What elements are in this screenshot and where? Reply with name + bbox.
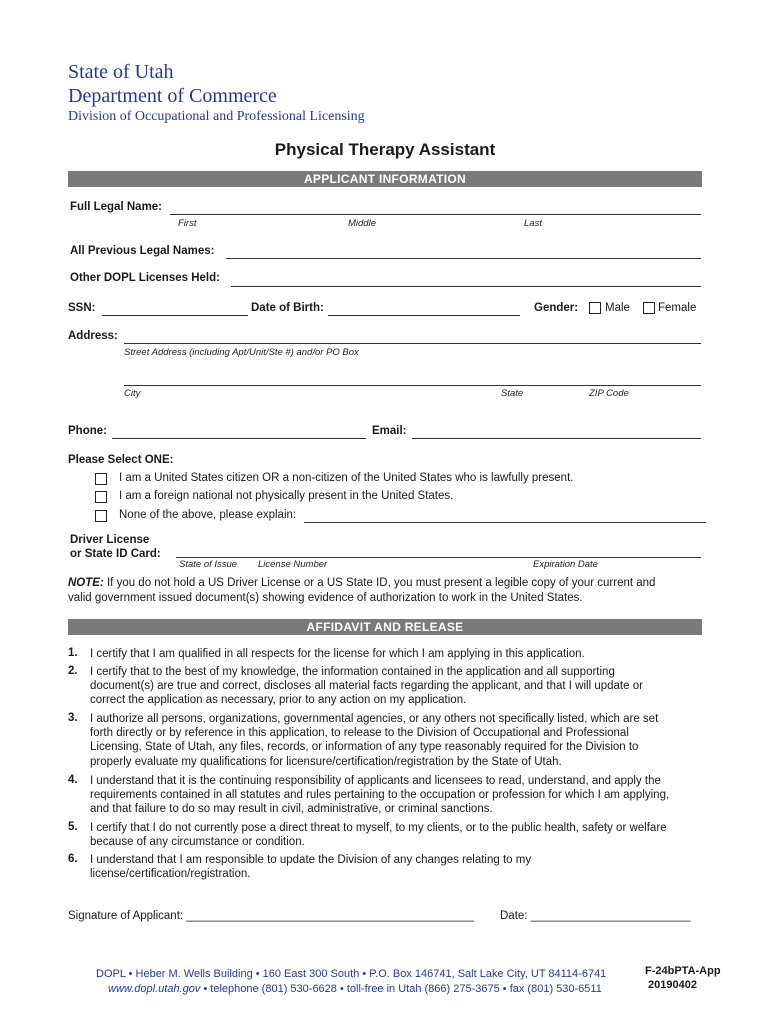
address-label: Address: — [68, 330, 118, 342]
ssn-field[interactable] — [102, 315, 248, 316]
affidavit-item-4-line: I understand that it is the continuing responsibility of applicants and licensees to read, understand, and apply the — [90, 775, 661, 787]
affidavit-item-3-line: forth directly or by reference in this application, to release to the Division of Occupational and Professional — [90, 727, 629, 740]
affidavit-item-5-number: 5. — [68, 821, 78, 833]
affidavit-item-4-line: requirements contained in all statutes and rules pertaining to the occupation or profession for which I am applying, — [90, 789, 670, 802]
phone-field[interactable] — [112, 438, 366, 439]
affidavit-item-3-number: 3. — [68, 712, 78, 724]
city-hint: City — [124, 388, 141, 399]
note-label: NOTE: — [68, 577, 104, 589]
select-one-label: Please Select ONE: — [68, 454, 174, 466]
form-title: Physical Therapy Assistant — [274, 140, 496, 159]
affidavit-item-2-line: document(s) are true and correct, discloses all material facts regarding the applicant, and that I will update or — [90, 680, 643, 693]
signature-field[interactable]: Signature of Applicant: _____________________________________________ — [68, 910, 475, 922]
affidavit-release-bar: AFFIDAVIT AND RELEASE — [68, 619, 702, 635]
affidavit-item-2-number: 2. — [68, 665, 78, 677]
previous-names-field[interactable] — [226, 258, 701, 259]
state-hint: State — [501, 388, 524, 399]
full-legal-name-field[interactable] — [170, 214, 701, 215]
state-title: State of Utah — [68, 61, 174, 83]
note-line-1 — [68, 577, 708, 589]
applicant-information-bar: APPLICANT INFORMATION — [68, 171, 702, 187]
phone-label: Phone: — [68, 425, 107, 437]
affidavit-item-5-line: I certify that I do not currently pose a direct threat to myself, to my clients, or to the public health, safety or welfare — [90, 822, 667, 834]
full-legal-name-label: Full Legal Name: — [70, 201, 163, 213]
state-id-label: or State ID Card: — [70, 548, 161, 560]
note-line-2: valid government issued document(s) showing evidence of authorization to work in the United States. — [68, 592, 583, 604]
dl-number-hint: License Number — [258, 559, 328, 570]
dl-expiration-hint: Expiration Date — [533, 559, 598, 570]
affidavit-item-6-number: 6. — [68, 853, 78, 865]
department-title: Department of Commerce — [68, 85, 277, 107]
ssn-label: SSN: — [68, 302, 96, 314]
citizen-checkbox[interactable] — [95, 473, 107, 485]
affidavit-item-1-number: 1. — [68, 647, 78, 659]
street-address-field[interactable] — [124, 343, 701, 344]
driver-license-label: Driver License — [70, 534, 150, 546]
email-field[interactable] — [412, 438, 701, 439]
city-state-zip-field[interactable] — [124, 385, 701, 386]
middle-name-hint: Middle — [348, 218, 376, 229]
dob-label: Date of Birth: — [251, 302, 324, 314]
gender-label: Gender: — [534, 302, 579, 314]
citizen-option-label: I am a United States citizen OR a non-citizen of the United States who is lawfully present. — [119, 472, 574, 484]
none-of-above-option-label: None of the above, please explain: — [119, 509, 297, 521]
affidavit-item-5-line: because of any circumstance or condition. — [90, 836, 305, 849]
first-name-hint: First — [178, 218, 197, 229]
explain-field[interactable] — [304, 522, 706, 523]
signature-date-field[interactable]: Date: _________________________ — [500, 910, 691, 922]
affidavit-item-2 — [90, 665, 702, 708]
footer-phone-fax: • telephone (801) 530-6628 • toll-free in Utah (866) 275-3675 • fax (801) 530-6511 — [200, 983, 602, 995]
form-date: 20190402 — [648, 979, 697, 991]
affidavit-item-2-line: correct the application as necessary, prior to any action on my application. — [90, 694, 467, 707]
dob-field[interactable] — [328, 315, 520, 316]
other-licenses-label: Other DOPL Licenses Held: — [70, 272, 220, 284]
foreign-national-checkbox[interactable] — [95, 491, 107, 503]
zip-hint: ZIP Code — [589, 388, 629, 399]
previous-names-label: All Previous Legal Names: — [70, 245, 215, 257]
gender-female-label: Female — [658, 302, 697, 314]
affidavit-item-3-line: I authorize all persons, organizations, governmental agencies, or any others not specifically listed, which are set — [90, 713, 659, 725]
foreign-national-option-label: I am a foreign national not physically present in the United States. — [119, 490, 454, 502]
affidavit-item-6-line: license/certification/registration. — [90, 868, 251, 881]
form-code: F-24bPTA-App — [645, 965, 721, 977]
other-licenses-field[interactable] — [231, 286, 701, 287]
affidavit-item-3-line: Licensing, State of Utah, any files, records, or information of any type reasonably required for the Division to — [90, 741, 639, 754]
none-of-above-checkbox[interactable] — [95, 510, 107, 522]
email-label: Email: — [372, 425, 407, 437]
affidavit-item-6-line: I understand that I am responsible to update the Division of any changes relating to my — [90, 854, 532, 866]
affidavit-item-4 — [90, 774, 702, 817]
affidavit-item-3-line: properly evaluate my qualifications for licensure/certification/registration by the State of Utah. — [90, 755, 562, 768]
affidavit-item-4-number: 4. — [68, 774, 78, 786]
note-text-1: If you do not hold a US Driver License or a US State ID, you must present a legible copy of your current and — [106, 577, 656, 589]
footer-contact — [108, 983, 602, 995]
footer-address: DOPL • Heber M. Wells Building • 160 East 300 South • P.O. Box 146741, Salt Lake City, UT 84114-6741 — [96, 968, 607, 980]
street-address-hint: Street Address (including Apt/Unit/Ste #) and/or PO Box — [124, 347, 359, 358]
affidavit-item-1-line: I certify that I am qualified in all respects for the license for which I am applying in this application. — [90, 648, 585, 660]
affidavit-item-3 — [90, 712, 702, 769]
gender-male-label: Male — [605, 302, 630, 314]
driver-license-field[interactable] — [176, 557, 701, 558]
gender-male-checkbox[interactable] — [589, 302, 601, 314]
last-name-hint: Last — [524, 218, 542, 229]
gender-female-checkbox[interactable] — [643, 302, 655, 314]
affidavit-item-5 — [90, 821, 702, 849]
affidavit-item-1 — [90, 647, 702, 661]
affidavit-item-4-line: and that failure to do so may result in civil, administrative, or criminal sanctions. — [90, 803, 493, 816]
affidavit-item-2-line: I certify that to the best of my knowledge, the information contained in the application and all supporting — [90, 666, 615, 678]
affidavit-item-6 — [90, 853, 702, 881]
division-title: Division of Occupational and Professional Licensing — [68, 109, 365, 124]
dl-state-hint: State of Issue — [179, 559, 238, 570]
footer-website-link[interactable]: www.dopl.utah.gov — [108, 983, 201, 995]
